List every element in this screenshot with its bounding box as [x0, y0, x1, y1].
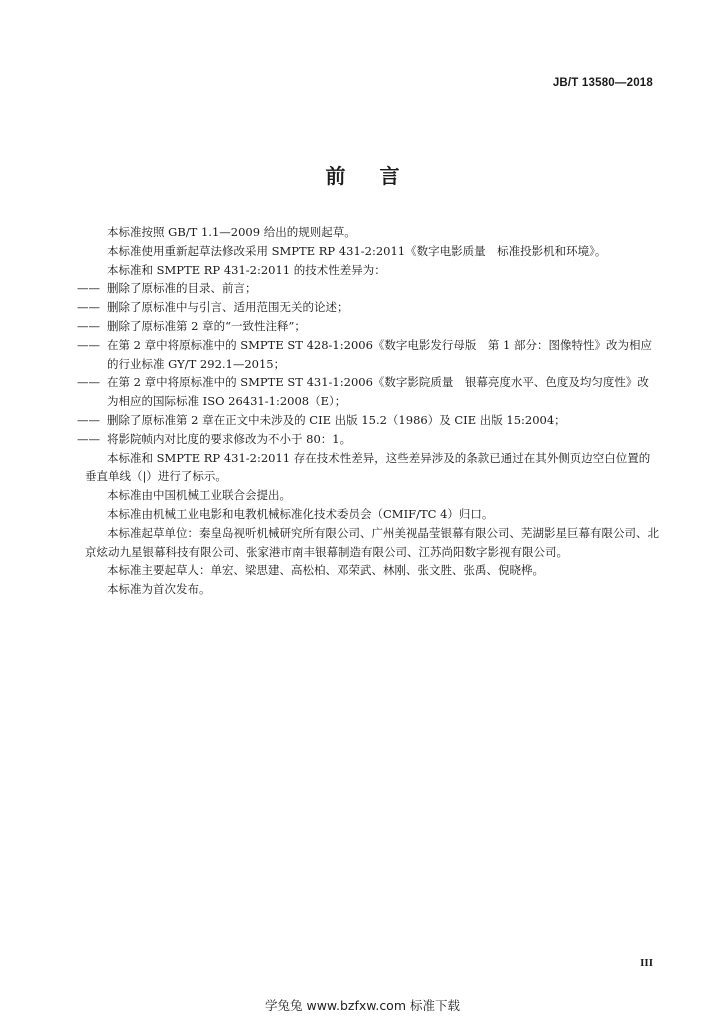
dash-marker: ——: [77, 337, 100, 352]
paragraph: 本标准按照 GB/T 1.1—2009 给出的规则起草。: [107, 225, 356, 239]
page-title: 前言: [325, 164, 434, 188]
dash-marker: ——: [77, 318, 100, 333]
paragraph-text: 本标准和 SMPTE RP 431-2:2011 存在技术性差异，这些差异涉及的条款已通过在其外侧页边空白位置的垂直单线（|）进行了标示。: [85, 450, 651, 484]
paragraph: 本标准由机械工业电影和电教机械标准化技术委员会（CMIF/TC 4）归口。: [107, 506, 494, 521]
foreword-body: [77, 223, 659, 599]
list-item-text: 删除了原标准的目录、前言；: [107, 281, 257, 296]
footer-watermark: 学兔兔 www.bzfxw.com 标准下载: [265, 998, 460, 1013]
page-number: III: [640, 957, 653, 969]
paragraph: 本标准为首次发布。: [107, 582, 211, 597]
paragraph: 本标准由中国机械工业联合会提出。: [107, 488, 291, 503]
dash-marker: ——: [77, 412, 100, 427]
list-item-text: 删除了原标准第 2 章在正文中未涉及的 CIE 出版 15.2（1986）及 CIE 出版 15:2004；: [107, 412, 566, 427]
list-item: [77, 336, 659, 374]
standard-code: JB/T 13580—2018: [552, 77, 653, 89]
list-item: [77, 298, 659, 317]
list-item: [77, 317, 659, 336]
paragraph-text: 本标准起草单位：秦皇岛视听机械研究所有限公司、广州美视晶莹银幕有限公司、芜湖影星巨幕有限公司、北京炫动九星银幕科技有限公司、张家港市南丰银幕制造有限公司、江苏尚阳数字影视有限公司。: [85, 525, 659, 559]
list-item-text: 删除了原标准中与引言、适用范围无关的论述；: [107, 300, 349, 315]
paragraph: 本标准使用重新起草法修改采用 SMPTE RP 431-2:2011《数字电影质量 标准投影机和环境》。: [107, 243, 607, 258]
list-item-text: 删除了原标准第 2 章的“一致性注释”；: [107, 318, 306, 333]
list-item-text: 在第 2 章中将原标准中的 SMPTE ST 428-1:2006《数字电影发行母版 第 1 部分：图像特性》改为相应的行业标准 GY/T 292.1—2015；: [107, 337, 653, 371]
list-item: [77, 430, 659, 449]
paragraph: [85, 524, 659, 562]
list-item: [77, 279, 659, 298]
list-item-text: 将影院帧内对比度的要求修改为不小于 80：1。: [107, 431, 352, 446]
paragraph: 本标准主要起草人：单宏、梁思建、高松柏、邓荣武、林刚、张文胜、张禹、倪晓桦。: [107, 563, 544, 578]
list-item: [77, 373, 659, 411]
dash-marker: ——: [77, 431, 100, 446]
dash-marker: ——: [77, 281, 100, 296]
dash-marker: ——: [77, 375, 100, 390]
paragraph: 本标准和 SMPTE RP 431-2:2011 的技术性差异为：: [107, 262, 386, 277]
diff-list: [77, 279, 659, 448]
list-item-text: 在第 2 章中将原标准中的 SMPTE ST 431-1:2006《数字影院质量 银幕亮度水平、色度及均匀度性》改为相应的国际标准 ISO 26431-1:2008（E）；: [107, 375, 649, 409]
dash-marker: ——: [77, 300, 100, 315]
paragraph: [85, 449, 659, 487]
list-item: [77, 411, 659, 430]
